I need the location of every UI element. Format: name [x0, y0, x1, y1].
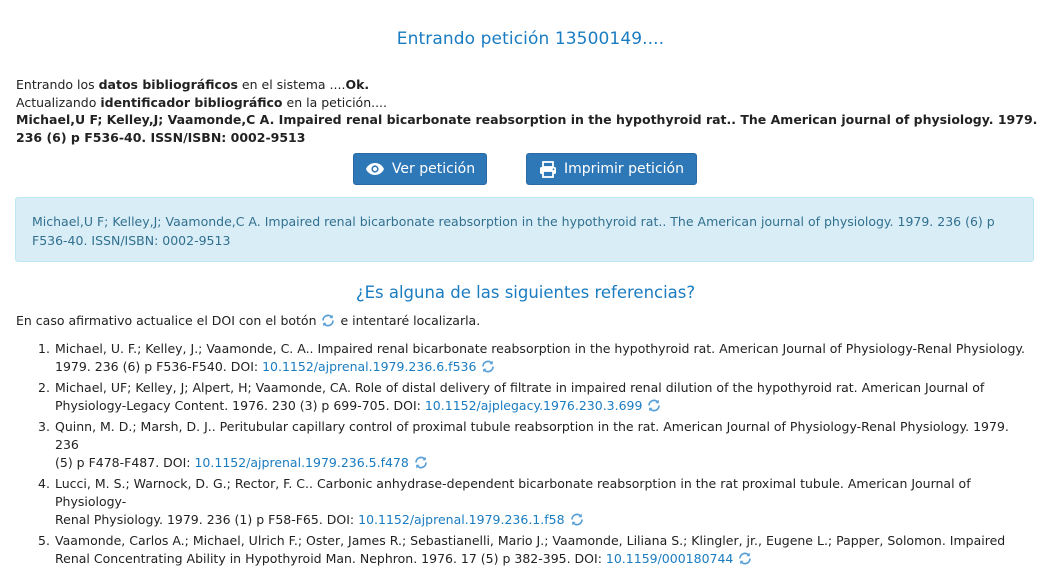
reference-text-cont	[55, 397, 1035, 418]
doi-link[interactable]: 10.1152/ajprenal.1979.236.1.f58	[358, 512, 565, 527]
reference-text: Lucci, M. S.; Warnock, D. G.; Rector, F. C.. Carbonic anhydrase-dependent bicarbonate reabsorption in the rat proximal tubule. American Journal of Physiology-	[55, 476, 971, 509]
page-title: Entrando petición 13500149....	[396, 29, 665, 49]
refresh-icon[interactable]	[413, 455, 429, 475]
doi-link[interactable]: 10.1152/ajprenal.1979.236.5.f478	[194, 455, 409, 470]
status-messages	[16, 76, 1041, 146]
reference-text-cont	[55, 358, 1035, 379]
list-item	[38, 475, 1035, 532]
refresh-icon	[320, 313, 336, 332]
refresh-icon[interactable]	[569, 512, 585, 532]
eye-icon	[365, 162, 385, 176]
reference-number: 3.	[38, 419, 50, 434]
alert-text: Michael,U F; Kelley,J; Vaamonde,C A. Impaired renal bicarbonate reabsorption in the hypothyroid rat.. The American journal of physiology. 1979. 236 (6) p F536-40. ISSN/ISBN: 0002-9513	[32, 214, 995, 248]
status-emphasis: identificador bibliográfico	[100, 94, 283, 110]
reference-number: 2.	[38, 380, 50, 395]
doi-link[interactable]: 10.1159/000180744	[605, 551, 734, 566]
status-emphasis: datos bibliográficos	[98, 77, 238, 92]
list-item	[38, 532, 1035, 571]
refresh-icon[interactable]	[737, 551, 753, 571]
reference-number: 4.	[38, 476, 50, 491]
list-item	[38, 418, 1035, 475]
reference-text: Vaamonde, Carlos A.; Michael, Ulrich F.; Oster, James R.; Sebastianelli, Mario J.; Vaamonde, Liliana S.; Klingler, jr., Eugene L.; Papper, Solomon. Impaired	[55, 533, 1006, 548]
reference-text-cont	[55, 454, 1035, 475]
reference-number: 5.	[38, 533, 50, 548]
reference-meta: 1979. 236 (6) p F536-F540. DOI:	[55, 359, 263, 374]
reference-meta: (5) p F478-F487. DOI:	[55, 455, 195, 470]
reference-number: 1.	[38, 341, 50, 356]
print-request-label: Imprimir petición	[564, 161, 684, 177]
status-text: en la petición....	[282, 94, 388, 110]
view-request-label: Ver petición	[391, 161, 476, 177]
status-ok: Ok.	[345, 77, 370, 92]
reference-text: Michael, UF; Kelley, J; Alpert, H; Vaamonde, CA. Role of distal delivery of filtrate in impaired renal dilution of the hypothyroid rat. American Journal of	[55, 380, 985, 395]
list-item	[38, 379, 1035, 418]
references-title: ¿Es alguna de las siguientes referencias?	[355, 283, 696, 302]
status-text: en el sistema ....	[237, 77, 346, 92]
print-request-button[interactable]	[526, 153, 697, 185]
refresh-icon[interactable]	[480, 359, 496, 379]
reference-text: Quinn, M. D.; Marsh, D. J.. Peritubular capillary control of proximal tubule reabsorption in the rat. American Journal of Physiology-Renal Physiology. 1979. 236	[55, 419, 1009, 452]
list-item	[38, 340, 1035, 379]
reference-meta: Renal Concentrating Ability in Hypothyroid Man. Nephron. 1976. 17 (5) p 382-395. DOI:	[55, 551, 606, 566]
reference-meta: Physiology-Legacy Content. 1976. 230 (3) p 699-705. DOI:	[55, 398, 425, 413]
doi-link[interactable]: 10.1152/ajplegacy.1976.230.3.699	[424, 398, 643, 413]
reference-text: Michael, U. F.; Kelley, J.; Vaamonde, C. A.. Impaired renal bicarbonate reabsorption in the hypothyroid rat. American Journal of Physiology-Renal Physiology.	[55, 341, 1025, 356]
status-text: Entrando los	[16, 77, 99, 92]
status-line-identifier	[16, 94, 1041, 112]
refresh-icon[interactable]	[646, 398, 662, 418]
citation-alert	[15, 197, 1034, 262]
status-text: Actualizando	[16, 94, 101, 110]
reference-meta: Renal Physiology. 1979. 236 (1) p F58-F65. DOI:	[55, 512, 359, 527]
printer-icon	[539, 161, 557, 178]
status-line-bibliographic	[16, 76, 1041, 94]
doi-hint	[16, 312, 480, 332]
doi-link[interactable]: 10.1152/ajprenal.1979.236.6.f536	[262, 359, 477, 374]
reference-text-cont	[55, 511, 1035, 532]
hint-text: e intentaré localizarla.	[336, 313, 481, 328]
view-request-button[interactable]	[353, 153, 487, 185]
citation-text: Michael,U F; Kelley,J; Vaamonde,C A. Impaired renal bicarbonate reabsorption in the hypothyroid rat.. The American journal of physiology. 1979. 236 (6) p F536-40. ISSN/ISBN: 0002-9513	[16, 112, 1038, 145]
reference-list	[38, 340, 1035, 571]
reference-text-cont	[55, 550, 1035, 571]
hint-text: En caso afirmativo actualice el DOI con el botón	[16, 313, 321, 328]
